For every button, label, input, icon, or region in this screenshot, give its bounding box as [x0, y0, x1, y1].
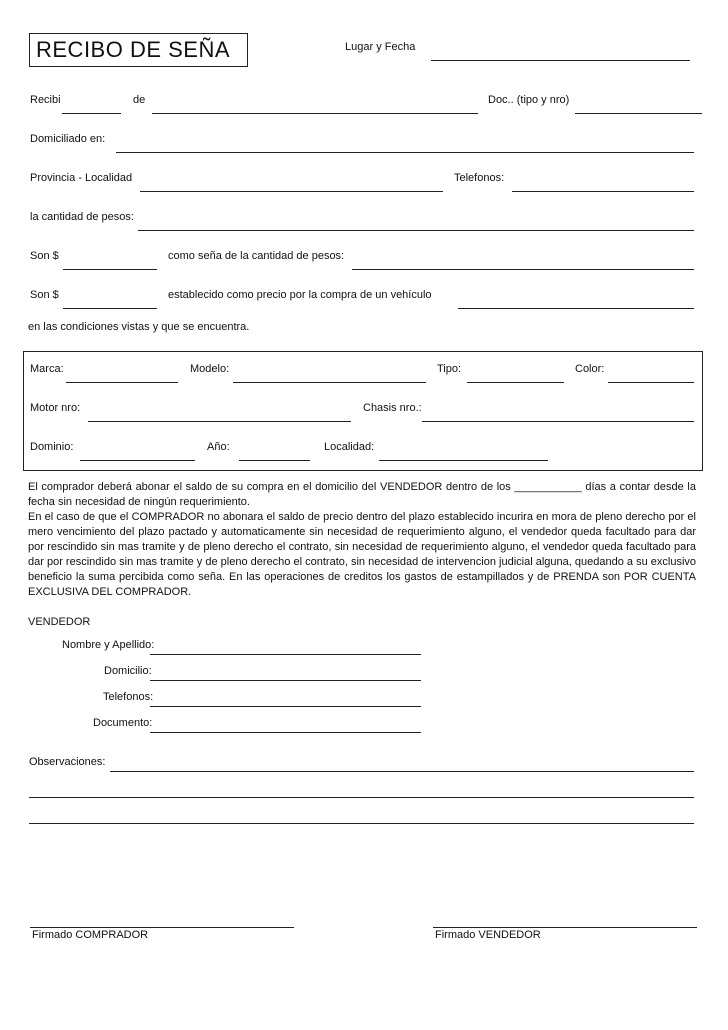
- firma-comprador-label: Firmado COMPRADOR: [32, 929, 149, 941]
- domicilio-field[interactable]: [116, 152, 694, 153]
- place-date-field[interactable]: [431, 60, 690, 61]
- marca-field[interactable]: [66, 382, 178, 383]
- chasis-field[interactable]: [422, 421, 694, 422]
- son2-label: Son $: [30, 289, 59, 301]
- terms-text: [28, 480, 696, 600]
- precio-label: establecido como precio por la compra de un vehículo: [168, 289, 432, 301]
- motor-field[interactable]: [88, 421, 351, 422]
- telefonos-field[interactable]: [512, 191, 694, 192]
- recibi-label: Recibi: [30, 94, 61, 106]
- marca-label: Marca:: [30, 363, 64, 375]
- son2-field[interactable]: [63, 308, 157, 309]
- doc-label: Doc.. (tipo y nro): [488, 94, 570, 106]
- dominio-label: Dominio:: [30, 441, 74, 453]
- dominio-field[interactable]: [80, 460, 195, 461]
- cantidad-label: la cantidad de pesos:: [30, 211, 134, 223]
- firma-vendedor-label: Firmado VENDEDOR: [435, 929, 541, 941]
- motor-label: Motor nro:: [30, 402, 81, 414]
- sena-label: como seña de la cantidad de pesos:: [168, 250, 345, 262]
- provincia-label: Provincia - Localidad: [30, 172, 133, 184]
- vendedor-telefonos-field[interactable]: [150, 706, 421, 707]
- firma-vendedor-line[interactable]: [433, 927, 697, 928]
- title-box: [29, 33, 248, 67]
- color-field[interactable]: [608, 382, 694, 383]
- firma-comprador-line[interactable]: [30, 927, 294, 928]
- observaciones-line-1[interactable]: [110, 771, 694, 772]
- domicilio-label: Domiciliado en:: [30, 133, 106, 145]
- anio-label: Año:: [207, 441, 230, 453]
- provincia-field[interactable]: [140, 191, 443, 192]
- observaciones-label: Observaciones:: [29, 756, 106, 768]
- recibi-field[interactable]: [62, 113, 121, 114]
- place-date-label: Lugar y Fecha: [345, 41, 416, 53]
- chasis-label: Chasis nro.:: [363, 402, 422, 414]
- vendedor-telefonos-label: Telefonos:: [103, 691, 154, 703]
- color-label: Color:: [575, 363, 605, 375]
- vendedor-domicilio-label: Domicilio:: [104, 665, 152, 677]
- modelo-field[interactable]: [233, 382, 426, 383]
- tipo-field[interactable]: [467, 382, 564, 383]
- telefonos-label: Telefonos:: [454, 172, 505, 184]
- localidad-label: Localidad:: [324, 441, 375, 453]
- document-title: RECIBO DE SEÑA: [36, 37, 231, 62]
- sena-field[interactable]: [352, 269, 694, 270]
- observaciones-line-2[interactable]: [29, 797, 694, 798]
- tipo-label: Tipo:: [437, 363, 462, 375]
- doc-field[interactable]: [575, 113, 702, 114]
- son1-field[interactable]: [63, 269, 157, 270]
- de-field[interactable]: [152, 113, 478, 114]
- precio-field[interactable]: [458, 308, 694, 309]
- son1-label: Son $: [30, 250, 59, 262]
- terms-paragraph-1: El comprador deberá abonar el saldo de su compra en el domicilio del VENDEDOR dentro de los ___________ días a contar desde la fecha sin necesidad de ningún requerimiento.: [28, 481, 696, 508]
- vendedor-nombre-field[interactable]: [150, 654, 421, 655]
- observaciones-line-3[interactable]: [29, 823, 694, 824]
- modelo-label: Modelo:: [190, 363, 230, 375]
- de-label: de: [133, 94, 146, 106]
- anio-field[interactable]: [239, 460, 310, 461]
- vendedor-heading: VENDEDOR: [28, 616, 91, 628]
- localidad-field[interactable]: [379, 460, 548, 461]
- vendedor-domicilio-field[interactable]: [150, 680, 421, 681]
- terms-paragraph-2: En el caso de que el COMPRADOR no abonara el saldo de precio dentro del plazo establecido incurira en mora de pleno derecho por el mero vencimiento del plazo pactado y automaticamente sin necesidad de requerimiento alguno, el vendedor queda facultado para dar por rescindido sin mas tramite y de pleno derecho el contrato, sin necesidad de requerimiento alguno, el vendedor queda facultado para dar por rescindido sin mas tramite y de pleno derecho el contrato, sin necesidad de intervencion judicial alguna, quedando a su exclusivo beneficio la suma percibida como seña. En las operaciones de creditos los gastos de estampillados y de PRENDA son POR CUENTA EXCLUSIVA DEL COMPRADOR.: [28, 511, 696, 598]
- vendedor-documento-field[interactable]: [150, 732, 421, 733]
- cantidad-field[interactable]: [138, 230, 694, 231]
- vendedor-nombre-label: Nombre y Apellido:: [62, 639, 155, 651]
- vendedor-documento-label: Documento:: [93, 717, 153, 729]
- condiciones-text: en las condiciones vistas y que se encuentra.: [28, 321, 250, 333]
